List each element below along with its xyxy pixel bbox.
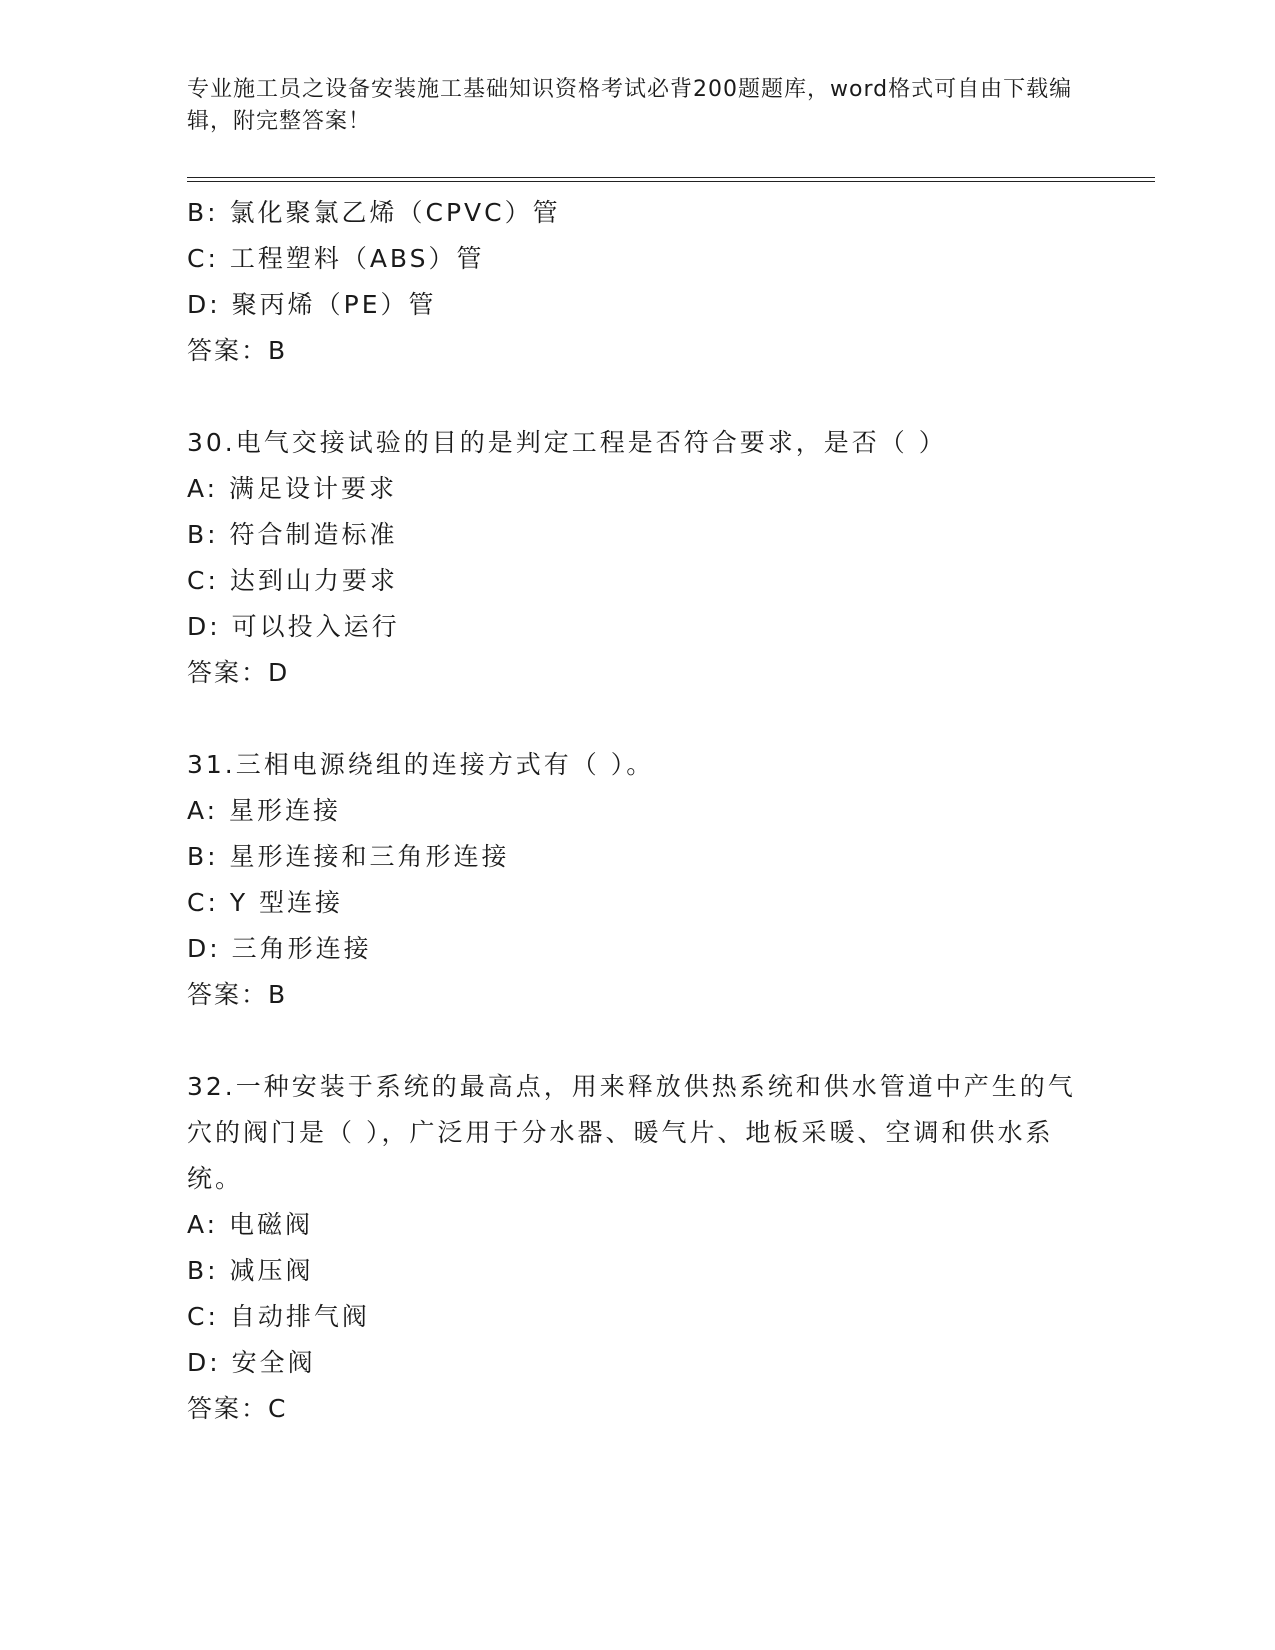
question-block-31: [187, 742, 1087, 1018]
spacer: [187, 1018, 1087, 1064]
answer: 答案：C: [187, 1394, 288, 1423]
answer: 答案：B: [187, 980, 288, 1009]
spacer: [187, 696, 1087, 742]
header-divider-bottom: [187, 181, 1155, 182]
spacer: [187, 374, 1087, 420]
option-b: B: 星形连接和三角形连接: [187, 842, 510, 871]
question-block-32: [187, 1064, 1087, 1432]
option-c: C: 自动排气阀: [187, 1302, 370, 1331]
option-c: C: 工程塑料（ABS）管: [187, 244, 485, 273]
option-b: B: 氯化聚氯乙烯（CPVC）管: [187, 198, 561, 227]
answer: 答案：B: [187, 336, 288, 365]
question-block-30: [187, 420, 1087, 696]
option-c: C: 达到山力要求: [187, 566, 398, 595]
option-b: B: 减压阀: [187, 1256, 314, 1285]
option-d: D: 可以投入运行: [187, 612, 400, 641]
option-a: A: 星形连接: [187, 796, 342, 825]
option-c: C: Y 型连接: [187, 888, 344, 917]
header-divider-top: [187, 177, 1155, 178]
option-a: A: 电磁阀: [187, 1210, 314, 1239]
option-d: D: 聚丙烯（PE）管: [187, 290, 437, 319]
question-text: 30.电气交接试验的目的是判定工程是否符合要求，是否（ ）: [187, 428, 947, 457]
document-header: 专业施工员之设备安装施工基础知识资格考试必背200题题库，word格式可自由下载编辑，附完整答案！: [187, 77, 1073, 134]
question-list: [187, 190, 1087, 1432]
question-block-29: [187, 190, 1087, 374]
option-a: A: 满足设计要求: [187, 474, 398, 503]
question-text: 31.三相电源绕组的连接方式有（ ）。: [187, 750, 655, 779]
option-b: B: 符合制造标准: [187, 520, 398, 549]
option-d: D: 安全阀: [187, 1348, 316, 1377]
question-text: 32.一种安装于系统的最高点，用来释放供热系统和供水管道中产生的气穴的阀门是（ ），广泛用于分水器、暖气片、地板采暖、空调和供水系统。: [187, 1072, 1076, 1193]
answer: 答案：D: [187, 658, 290, 687]
option-d: D: 三角形连接: [187, 934, 372, 963]
